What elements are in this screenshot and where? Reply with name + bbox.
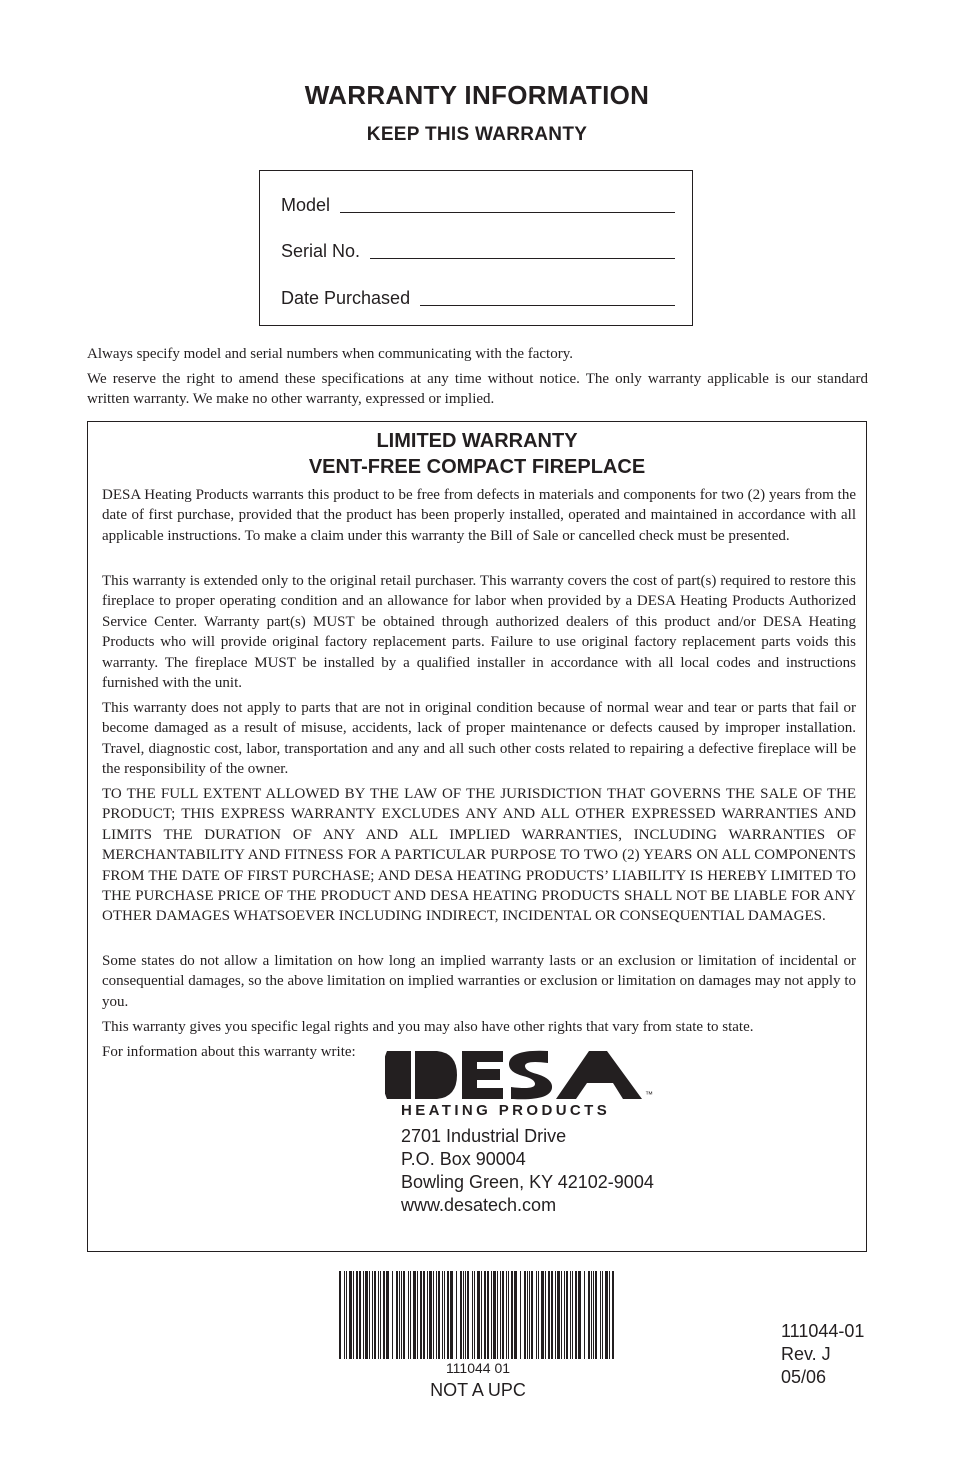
barcode-bar	[609, 1271, 610, 1359]
barcode-bar	[413, 1271, 416, 1359]
model-label: Model	[281, 195, 331, 215]
warranty-contact-intro: For information about this warranty write:	[102, 1044, 356, 1060]
barcode-bar	[506, 1271, 507, 1359]
barcode-bar	[417, 1271, 418, 1359]
barcode-bar	[472, 1271, 473, 1359]
barcode-bar	[481, 1271, 482, 1359]
date-purchased-label: Date Purchased	[281, 288, 411, 308]
model-input-line[interactable]	[340, 212, 675, 213]
barcode-bar	[380, 1271, 381, 1359]
part-number: 111044-01	[781, 1321, 865, 1341]
product-name-title: VENT-FREE COMPACT FIREPLACE	[308, 456, 646, 478]
barcode-bar	[401, 1271, 402, 1359]
barcode-bar	[500, 1271, 501, 1359]
model-field[interactable]	[281, 195, 675, 216]
barcode-bar	[344, 1271, 345, 1359]
serial-number-input-line[interactable]	[370, 258, 675, 259]
barcode-bar	[570, 1271, 571, 1359]
barcode-bar	[392, 1271, 393, 1359]
barcode-bar	[399, 1271, 400, 1359]
barcode-bar	[557, 1271, 560, 1359]
barcode-bar	[551, 1271, 553, 1359]
barcode-bar	[511, 1271, 513, 1359]
warranty-paragraph-purchaser: This warranty is extended only to the original retail purchaser. This warranty covers the cost of part(s) required to restore this fireplace to proper operating condition and an allowance for labor when provided by a DESA Heating Products Authorized Service Center. Warranty part(s) MUST be obtained through authorized dealers of this product and/or DESA Heating Products who will provide original factory replacement parts. Failure to use original factory replacement parts voids this warranty. The fireplace MUST be installed by a qualified installer in accordance with all local codes and instructions furnished with the unit.	[102, 573, 856, 692]
barcode-bar	[456, 1271, 457, 1359]
warranty-paragraph-exclusions: This warranty does not apply to parts that are not in original condition because of normal wear and tear or parts that fail or become damaged as a result of misuse, accidents, lack of proper maintenance or defects caused by improper installation. Travel, diagnostic cost, labor, transportation and any and all such other costs related to repairing a defective fireplace will be the responsibility of the owner.	[102, 700, 856, 778]
trademark-symbol: ™	[645, 1090, 653, 1099]
address-city: Bowling Green, KY 42102-9004	[401, 1172, 654, 1192]
barcode-bar	[442, 1271, 443, 1359]
barcode-bar	[491, 1271, 492, 1359]
barcode-bar	[520, 1271, 521, 1359]
barcode-bar	[378, 1271, 379, 1359]
logo-tagline: HEATING PRODUCTS	[401, 1102, 611, 1119]
barcode-bar	[436, 1271, 437, 1359]
barcode-bar	[593, 1271, 594, 1359]
barcode-bar	[474, 1271, 475, 1359]
product-record-box	[259, 170, 693, 326]
barcode-bar	[447, 1271, 449, 1359]
barcode-bar	[420, 1271, 422, 1359]
barcode-bar	[575, 1271, 577, 1359]
barcode-bar	[531, 1271, 533, 1359]
barcode-bar	[346, 1271, 347, 1359]
page-subtitle: KEEP THIS WARRANTY	[366, 124, 588, 145]
barcode-bar	[349, 1271, 352, 1359]
barcode-bar	[339, 1271, 341, 1359]
barcode-bar	[545, 1271, 546, 1359]
company-website[interactable]: www.desatech.com	[401, 1195, 557, 1215]
barcode-bar	[529, 1271, 530, 1359]
barcode-bar	[536, 1271, 537, 1359]
barcode-bar	[584, 1271, 585, 1359]
barcode-bar	[572, 1271, 573, 1359]
barcode-bar	[359, 1271, 361, 1359]
barcode-bar	[561, 1271, 562, 1359]
barcode-bar	[467, 1271, 469, 1359]
address-street: 2701 Industrial Drive	[401, 1126, 567, 1146]
address-po-box: P.O. Box 90004	[401, 1149, 526, 1169]
barcode-bar	[433, 1271, 434, 1359]
barcode-bar	[493, 1271, 496, 1359]
barcode-bar	[465, 1271, 466, 1359]
barcode-bar	[386, 1271, 389, 1359]
barcode-bar	[524, 1271, 526, 1359]
barcode-bar	[410, 1271, 411, 1359]
barcode-bar	[450, 1271, 453, 1359]
barcode-bar	[427, 1271, 428, 1359]
date-purchased-input-line[interactable]	[420, 305, 675, 306]
revision-date: 05/06	[781, 1367, 827, 1387]
barcode-bar	[429, 1271, 432, 1359]
barcode-note: NOT A UPC	[430, 1380, 526, 1400]
barcode-bar	[548, 1271, 550, 1359]
barcode-bar	[508, 1271, 509, 1359]
barcode-bar	[396, 1271, 398, 1359]
serial-number-field[interactable]	[281, 241, 675, 262]
barcode-bar	[487, 1271, 489, 1359]
barcode-bar	[423, 1271, 425, 1359]
barcode-bar	[374, 1271, 376, 1359]
barcode-bar	[365, 1271, 368, 1359]
barcode-bar	[383, 1271, 385, 1359]
barcode-bar	[538, 1271, 539, 1359]
warranty-paragraph-state-limits: Some states do not allow a limitation on how long an implied warranty lasts or an exclusion or limitation of incidental or consequential damages, so the above limitation on implied warranties or exclusion or limitation on damages may not apply to you.	[102, 953, 856, 1010]
barcode-bar	[527, 1271, 528, 1359]
date-purchased-field[interactable]	[281, 288, 675, 309]
barcode-bar	[555, 1271, 556, 1359]
barcode-bar	[460, 1271, 462, 1359]
warranty-paragraph-coverage: DESA Heating Products warrants this product to be free from defects in materials and components for two (2) years from the date of first purchase, provided that the product has been properly installed, operated and maintained in accordance with all applicable instructions. To make a claim under this warranty the Bill of Sale or cancelled check must be presented.	[102, 487, 856, 544]
serial-number-label: Serial No.	[281, 241, 361, 261]
barcode-number: 111044 01	[445, 1360, 511, 1376]
barcode-bar	[477, 1271, 480, 1359]
barcode-bar	[595, 1271, 597, 1359]
barcode-bar	[578, 1271, 581, 1359]
barcode-bar	[463, 1271, 464, 1359]
barcode-bar	[497, 1271, 498, 1359]
barcode-bar	[356, 1271, 358, 1359]
barcode-bar	[438, 1271, 440, 1359]
barcode-bar	[363, 1271, 364, 1359]
barcode-bar	[353, 1271, 354, 1359]
barcode-bar	[369, 1271, 370, 1359]
barcode-bar	[408, 1271, 409, 1359]
barcode	[339, 1271, 617, 1359]
limited-warranty-box	[87, 421, 867, 1252]
barcode-bar	[541, 1271, 544, 1359]
barcode-bar	[484, 1271, 486, 1359]
barcode-bar	[605, 1271, 608, 1359]
barcode-bar	[588, 1271, 590, 1359]
warranty-paragraph-legal-limits: TO THE FULL EXTENT ALLOWED BY THE LAW OF THE JURISDICTION THAT GOVERNS THE SALE OF THE PRODUCT; THIS EXPRESS WARRANTY EXCLUDES ANY AND ALL OTHER EXPRESSED WARRANTIES AND LIMITS THE DURATION OF ANY AND ALL IMPLIED WARRANTIES, INCLUDING WARRANTIES OF MERCHANTABILITY AND FITNESS FOR A PARTICULAR PURPOSE TO TWO (2) YEARS ON ALL COMPONENTS FROM THE DATE OF FIRST PURCHASE; AND DESA HEATING PRODUCTS’ LIABILITY IS HEREBY LIMITED TO THE PURCHASE PRICE OF THE PRODUCT AND DESA HEATING PRODUCTS SHALL NOT BE LIABLE FOR ANY OTHER DAMAGES WHATSOEVER INCLUDING INDIRECT, INCIDENTAL OR CONSEQUENTIAL DAMAGES.	[102, 786, 856, 925]
specify-model-note: Always specify model and serial numbers when communicating with the factory.	[87, 346, 573, 362]
barcode-bar	[514, 1271, 517, 1359]
barcode-bar	[591, 1271, 592, 1359]
revision: Rev. J	[781, 1344, 831, 1364]
desa-logo	[385, 1049, 657, 1119]
barcode-bar	[372, 1271, 373, 1359]
barcode-bar	[444, 1271, 445, 1359]
warranty-paragraph-legal-rights: This warranty gives you specific legal rights and you may also have other rights that vary from state to state.	[102, 1019, 754, 1035]
barcode-bar	[612, 1271, 614, 1359]
limited-warranty-title: LIMITED WARRANTY	[376, 430, 578, 452]
page-title: WARRANTY INFORMATION	[304, 80, 650, 110]
barcode-bar	[403, 1271, 405, 1359]
barcode-bar	[564, 1271, 565, 1359]
amend-specifications-note: We reserve the right to amend these specifications at any time without notice. The only warranty applicable is our standard written warranty. We make no other warranty, expressed or implied.	[87, 371, 868, 407]
barcode-bar	[502, 1271, 504, 1359]
barcode-bar	[566, 1271, 568, 1359]
barcode-bar	[600, 1271, 601, 1359]
barcode-bar	[602, 1271, 603, 1359]
